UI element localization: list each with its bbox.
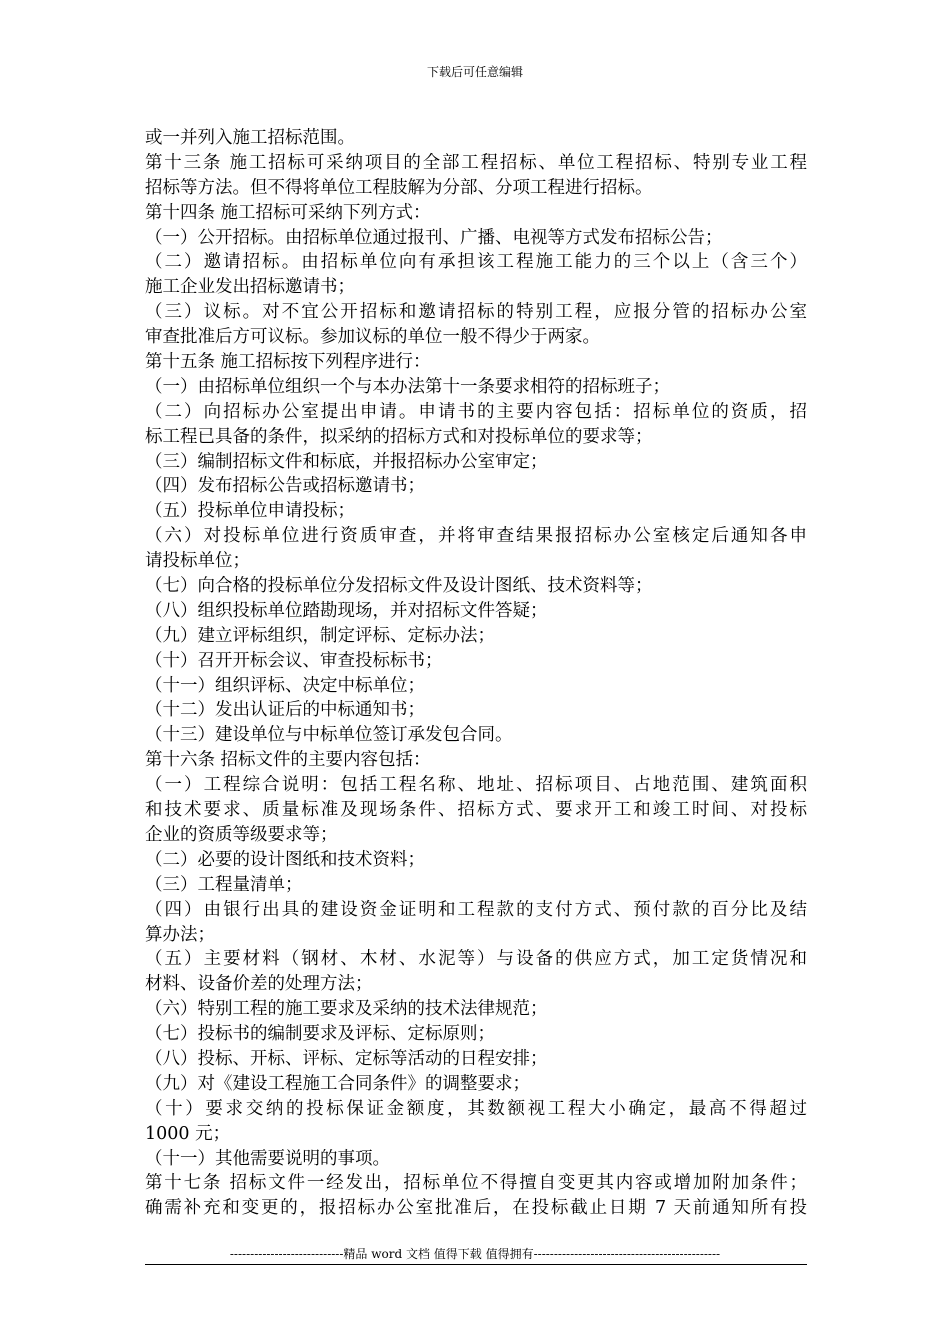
text-line: （二）邀请招标。由招标单位向有承担该工程施工能力的三个以上（含三个） (145, 252, 807, 273)
text-line: （三）编制招标文件和标底，并报招标办公室审定； (145, 451, 548, 472)
text-line: （五）投标单位申请投标； (145, 501, 355, 522)
text-line: 招标等方法。但不得将单位工程肢解为分部、分项工程进行招标。 (145, 177, 653, 198)
text-line: （七）向合格的投标单位分发招标文件及设计图纸、技术资料等； (145, 576, 653, 597)
text-line: （三）工程量清单； (145, 874, 303, 895)
text-line: 请投标单位； (145, 551, 250, 572)
text-line: （十三）建设单位与中标单位签订承发包合同。 (145, 725, 513, 746)
text-line: 审查批准后方可议标。参加议标的单位一般不得少于两家。 (145, 327, 600, 348)
text-line: （十二）发出认证后的中标通知书； (145, 700, 425, 721)
text-line: （四）由银行出具的建设资金证明和工程款的支付方式、预付款的百分比及结 (145, 899, 807, 920)
text-line: 第十六条 招标文件的主要内容包括： (145, 750, 431, 771)
page-footer: ----------------------------精品 word 文档 值得下载 值得拥有---------------------------------------------- (229, 1247, 721, 1261)
text-line: （十一）其他需要说明的事项。 (145, 1148, 390, 1169)
text-line: 算办法； (145, 924, 215, 945)
text-line: 和技术要求、质量标准及现场条件、招标方式、要求开工和竣工时间、对投标 (145, 800, 807, 821)
text-line: （四）发布招标公告或招标邀请书； (145, 476, 425, 497)
text-line: 1000 元； (145, 1123, 231, 1144)
text-line: 材料、设备价差的处理方法； (145, 974, 373, 995)
text-line: （五）主要材料（钢材、木材、水泥等）与设备的供应方式，加工定货情况和 (145, 949, 807, 970)
text-line: （十）要求交纳的投标保证金额度，其数额视工程大小确定，最高不得超过 (145, 1098, 807, 1119)
text-line: （一）公开招标。由招标单位通过报刊、广播、电视等方式发布招标公告； (145, 227, 723, 248)
text-line: 第十七条 招标文件一经发出，招标单位不得擅自变更其内容或增加附加条件； (145, 1173, 807, 1194)
text-line: （六）对投标单位进行资质审查，并将审查结果报招标办公室核定后通知各申 (145, 526, 807, 547)
text-line: 第十三条 施工招标可采纳项目的全部工程招标、单位工程招标、特别专业工程 (145, 152, 807, 173)
text-line: （八）组织投标单位踏勘现场，并对招标文件答疑； (145, 600, 548, 621)
text-line: （一）工程综合说明：包括工程名称、地址、招标项目、占地范围、建筑面积 (145, 775, 807, 796)
text-line: （二）必要的设计图纸和技术资料； (145, 849, 425, 870)
text-line: 施工企业发出招标邀请书； (145, 277, 355, 298)
text-line: （十）召开开标会议、审查投标标书； (145, 650, 443, 671)
text-line: （八）投标、开标、评标、定标等活动的日程安排； (145, 1048, 548, 1069)
text-line: （十一）组织评标、决定中标单位； (145, 675, 425, 696)
text-line: 确需补充和变更的，报招标办公室批准后，在投标截止日期 7 天前通知所有投 (145, 1198, 807, 1219)
text-line: （七）投标书的编制要求及评标、定标原则； (145, 1024, 495, 1045)
text-line: （九）建立评标组织，制定评标、定标办法； (145, 625, 495, 646)
text-line: （三）议标。对不宜公开招标和邀请招标的特别工程，应报分管的招标办公室 (145, 302, 807, 323)
text-line: （九）对《建设工程施工合同条件》的调整要求； (145, 1073, 530, 1094)
text-line: 企业的资质等级要求等； (145, 824, 338, 845)
text-line: 第十四条 施工招标可采纳下列方式： (145, 202, 431, 223)
text-line: （一）由招标单位组织一个与本办法第十一条要求相符的招标班子； (145, 376, 670, 397)
text-line: 第十五条 施工招标按下列程序进行： (145, 352, 431, 373)
document-body (145, 126, 807, 1221)
text-line: （六）特别工程的施工要求及采纳的技术法律规范； (145, 999, 548, 1020)
text-line: 标工程已具备的条件，拟采纳的招标方式和对投标单位的要求等； (145, 426, 653, 447)
page-header: 下载后可任意编辑 (426, 65, 523, 79)
text-line: 或一并列入施工招标范围。 (145, 128, 355, 148)
text-line: （二）向招标办公室提出申请。申请书的主要内容包括：招标单位的资质，招 (145, 401, 807, 422)
footer-rule (145, 1264, 807, 1265)
